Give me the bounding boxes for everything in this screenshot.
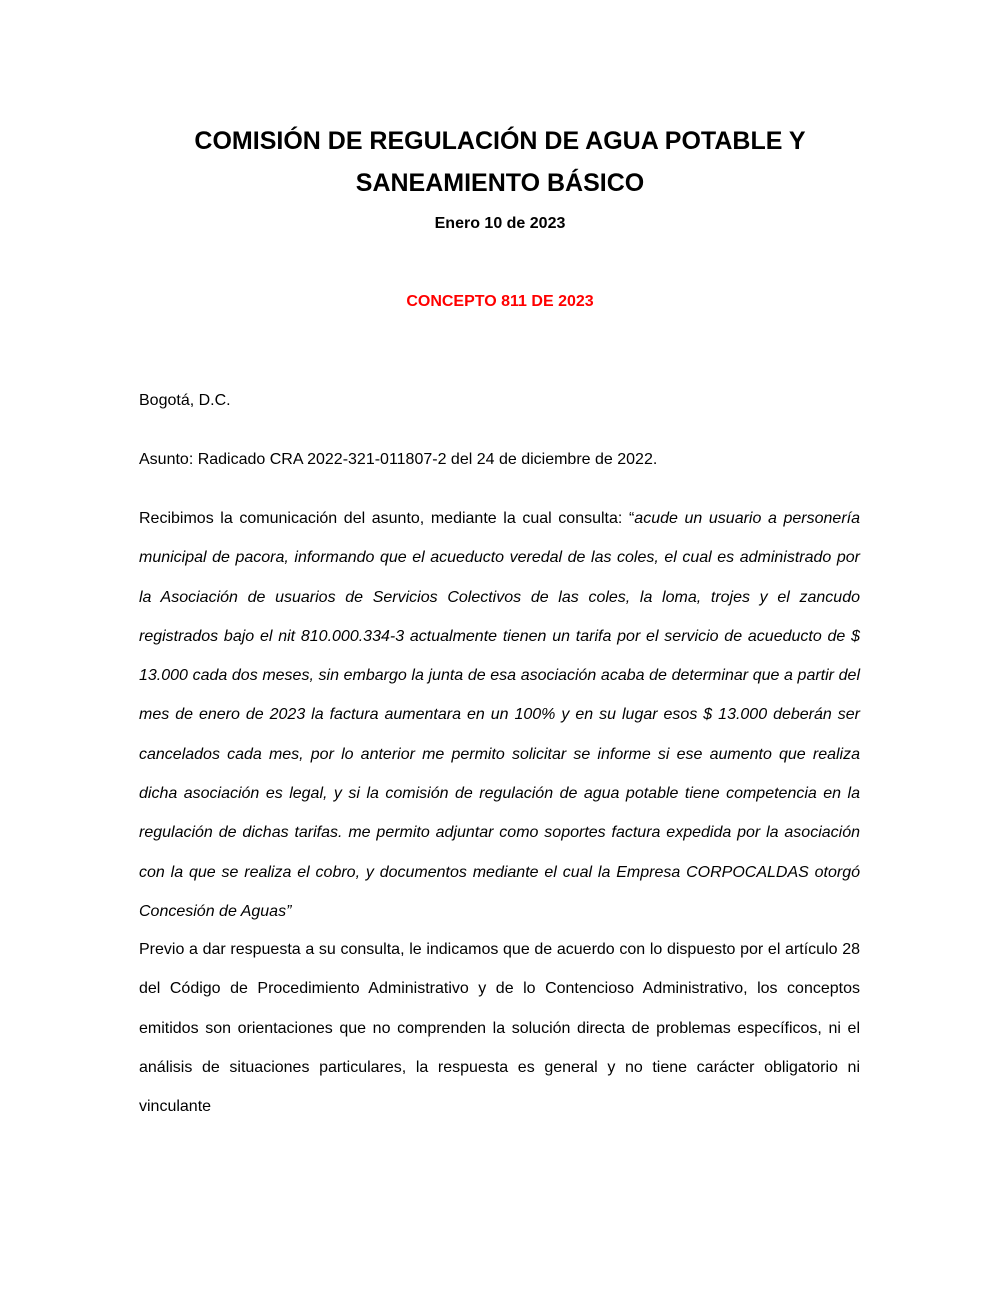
consultation-intro: Recibimos la comunicación del asunto, mediante la cual consulta: “ — [139, 510, 635, 527]
consultation-paragraph — [139, 499, 860, 931]
response-paragraph: Previo a dar respuesta a su consulta, le indicamos que de acuerdo con lo dispuesto por el artículo 28 del Código de Procedimiento Administrativo y de lo Contencioso Administrativo, los conceptos emitidos son orientaciones que no comprenden la solución directa de problemas específicos, ni el análisis de situaciones particulares, la respuesta es general y no tiene carácter obligatorio ni vinculante — [139, 941, 860, 1116]
letter-place: Bogotá, D.C. — [139, 392, 231, 409]
document-title: COMISIÓN DE REGULACIÓN DE AGUA POTABLE Y SANEAMIENTO BÁSICO — [194, 127, 806, 197]
consultation-quote: acude un usuario a personería municipal de pacora, informando que el acueducto veredal de las coles, el cual es administrado por la Asociación de usuarios de Servicios Colectivos de las coles, la loma, trojes y el zancudo registrados bajo el nit 810.000.334-3 actualmente tienen un tarifa por el servicio de acueducto de $ 13.000 cada dos meses, sin embargo la junta de esa asociación acaba de determinar que a partir del mes de enero de 2023 la factura aumentara en un 100% y en su lugar esos $ 13.000 deberán ser cancelados cada mes, por lo anterior me permito solicitar se informe si ese aumento que realiza dicha asociación es legal, y si la comisión de regulación de agua potable tiene competencia en la regulación de dichas tarifas. me permito adjuntar como soportes factura expedida por la asociación con la que se realiza el cobro, y documentos mediante el cual la Empresa CORPOCALDAS otorgó Concesión de Aguas” — [139, 510, 860, 920]
document-date: Enero 10 de 2023 — [434, 215, 566, 232]
concept-heading: CONCEPTO 811 DE 2023 — [406, 293, 594, 310]
letter-subject: Asunto: Radicado CRA 2022-321-011807-2 del 24 de diciembre de 2022. — [139, 451, 658, 468]
